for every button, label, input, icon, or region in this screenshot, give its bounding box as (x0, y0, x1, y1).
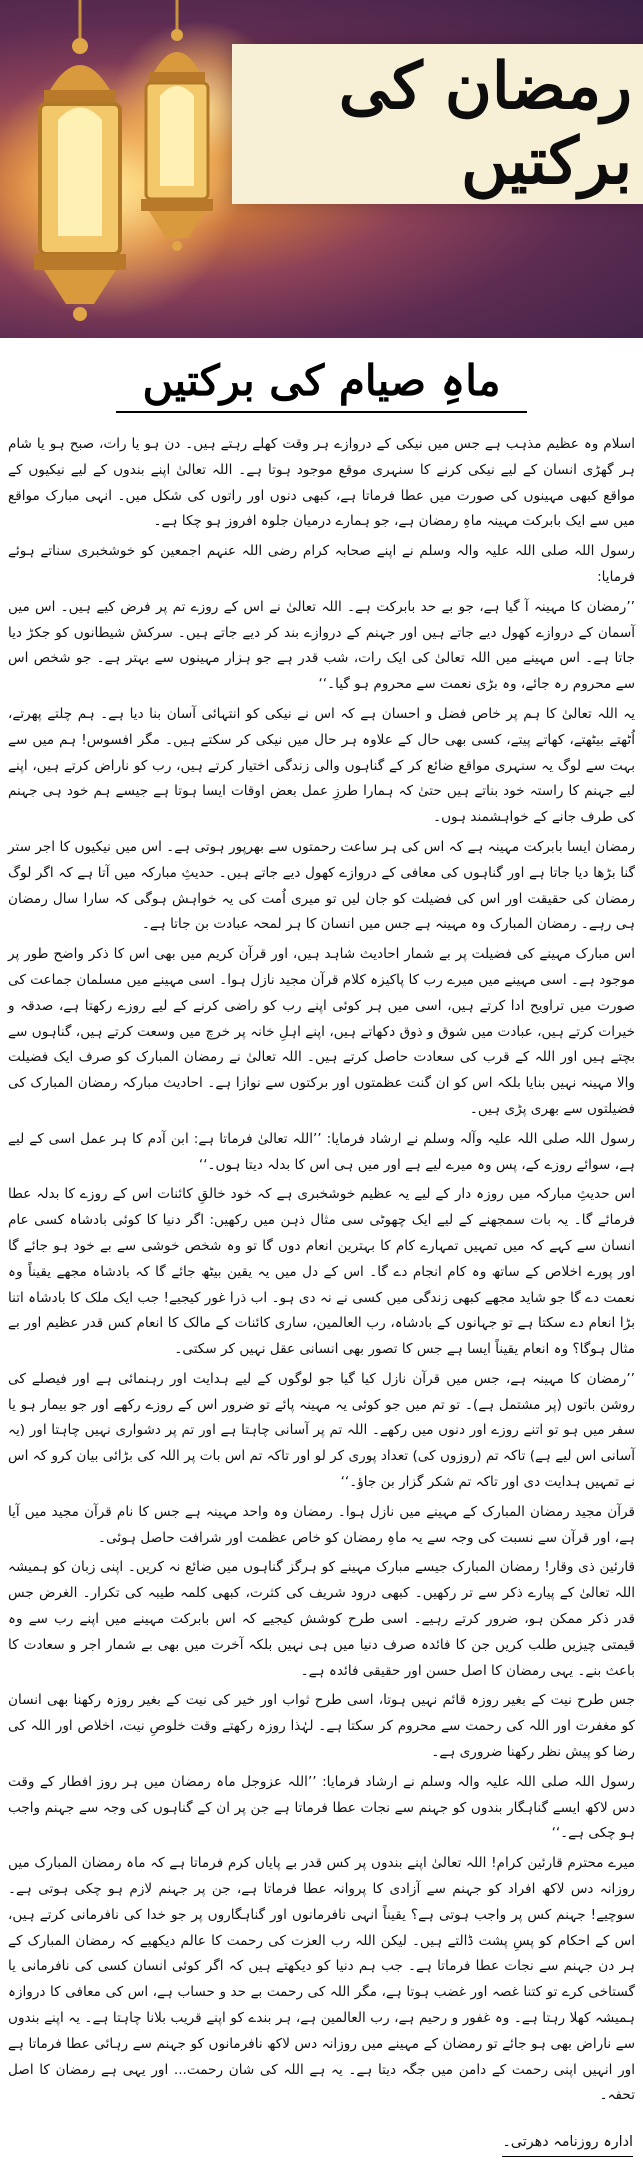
banner-title: رمضان کی برکتیں (338, 49, 632, 199)
paragraph: قارئین ذی وقار! رمضان المبارک جیسے مبارک مہینے کو ہرگز گناہوں میں ضائع نہ کریں۔ اپنی زبان کو ہمیشہ اللہ تعالیٰ کے پیارے ذکر سے تر رکھیں۔ کبھی درود شریف کی کثرت، کبھی کلمہ طیبہ کی تکرار۔ الغرض جس قدر ذکر ممکن ہو، ضرور کرتے رہیے۔ اسی طرح کوشش کیجیے کہ اس بابرکت مہینے میں اپنے رب سے وہ قیمتی چیزیں طلب کریں جن کا فائدہ صرف دنیا میں ہی نہیں بلکہ آخرت میں بھی بے شمار اجر و سعادت کا باعث بنے۔ یہی رمضان کا اصل حسن اور حقیقی فائدہ ہے۔ (8, 1559, 635, 1679)
paragraph: یہ اللہ تعالیٰ کا ہم پر خاص فضل و احسان ہے کہ اس نے نیکی کو انتہائی آسان بنا دیا ہے۔ ہم چلتے پھرتے، اُٹھتے بیٹھتے، کھاتے پیتے، کسی بھی حال کے علاوہ ہر حال میں نیکی کر سکتے ہیں۔ مگر افسوس! ہم میں سے بہت سے لوگ یہ سنہری مواقع ضائع کر کے گناہوں والی زندگی اختیار کرتے ہیں، رب کو ناراض کرتے ہیں، اپنے لیے جہنم کا راستہ خود بناتے ہیں حتیٰ کہ ہمارا طرزِ عمل بعض اوقات ایسا ہوتا ہے جیسے ہم خود ہی جہنم کی طرف جانے کے خواہشمند ہوں۔ (8, 705, 635, 826)
article-heading (0, 356, 643, 413)
paragraph: رسول اللہ صلی اللہ علیہ وآلہ وسلم نے ارشاد فرمایا: ’’اللہ تعالیٰ فرماتا ہے: ابن آدم کا ہر عمل اسی کے لیے ہے، سوائے روزے کے، پس وہ میرے لیے ہے اور میں ہی اس کا بدلہ دیتا ہوں۔‘‘ (8, 1130, 635, 1173)
paragraph: میرے محترم قارئین کرام! اللہ تعالیٰ اپنے بندوں پر کس قدر بے پایاں کرم فرماتا ہے کہ ماہ رمضان المبارک میں روزانہ دس لاکھ افراد کو جہنم سے آزادی کا پروانہ عطا فرماتا ہے، جن پر جہنم لازم ہو چکی ہوتی ہے۔ سوچیے! جہنم کس پر واجب ہوتی ہے؟ یقیناً انہی نافرمانوں اور گناہگاروں پر جو خدا کی نافرمانی کرتے ہیں، اس کے احکام کو پسِ پشت ڈالتے ہیں۔ لیکن اللہ رب العزت کی رحمت کا عالم دیکھیے کہ رمضان المبارک کے ہر دن جہنم سے نجات عطا فرماتا ہے۔ جب ہم دنیا کو دیکھتے ہیں کہ اگر کوئی انسان کسی کی نافرمانی یا گستاخی کرے تو کتنا غصہ اور غضب ہوتا ہے، مگر اللہ کی رحمت بے حد و حساب ہے، اس کی معافی کا دروازہ ہمیشہ کھلا رہتا ہے۔ وہ غفور و رحیم ہے، رب العالمین ہے، ہر بندے کو اپنے قریب بلانا چاہتا ہے۔ یہ اپنے بندوں سے ناراض بھی ہو جائے تو رمضان کے مہینے میں روزانہ دس لاکھ نافرمانوں کو جہنم سے رہائی عطا فرماتا ہے اور انہیں اپنی رحمت کے دامن میں جگہ دیتا ہے۔ یہ ہے اللہ کی شان رحمت... اور یہی ہے رمضان کا اصل تحفہ۔ (8, 1855, 635, 2104)
title-banner (232, 44, 643, 204)
paragraph: قرآن مجید رمضان المبارک کے مہینے میں نازل ہوا۔ رمضان وہ واحد مہینہ ہے جس کا نام قرآن مجید میں آیا ہے، اور قرآن سے نسبت کی وجہ سے یہ ماہِ رمضان کو خاص عظمت اور شرافت حاصل ہوئی۔ (8, 1503, 635, 1546)
header-image (0, 0, 643, 338)
paragraph: اس مبارک مہینے کی فضیلت پر بے شمار احادیث شاہد ہیں، اور قرآن کریم میں بھی اس کا ذکر واضح طور پر موجود ہے۔ اسی مہینے میں میرے رب کا پاکیزہ کلام قرآن مجید نازل ہوا۔ اسی مہینے میں مسلمان جماعت کی صورت میں تراویح ادا کرتے ہیں، اسی میں ہر کوئی اپنے رب کو راضی کرنے کے لیے روزے رکھتا ہے، صدقہ و خیرات کرتے ہیں، عبادت میں شوق و ذوق دکھاتے ہیں، اپنے اہلِ خانہ پر خرچ میں وسعت کرتے ہیں، گناہوں سے بچتے ہیں اور اللہ کے قرب کی سعادت حاصل کرتے ہیں۔ اللہ تعالیٰ نے رمضان المبارک کو صرف ایک فضیلت والا مہینہ نہیں بنایا بلکہ اس کو ان گنت عظمتوں اور برکتوں سے نوازا ہے۔ احادیث مبارکہ رمضان المبارک کی فضیلتوں سے بھری پڑی ہیں۔ (8, 946, 635, 1117)
article-body (8, 432, 635, 2113)
paragraph: رسول اللہ صلی اللہ علیہ والہ وسلم نے ارشاد فرمایا: ’’اللہ عزوجل ماہ رمضان میں ہر روز افطار کے وقت دس لاکھ ایسے گناہگار بندوں کو جہنم سے نجات عطا فرماتا ہے جن پر ان کے گناہوں کی وجہ سے جہنم واجب ہو چکی ہے۔‘‘ (8, 1773, 635, 1842)
paragraph: اس حدیثِ مبارکہ میں روزہ دار کے لیے یہ عظیم خوشخبری ہے کہ خود خالقِ کائنات اس کے روزے کا بدلہ عطا فرمائے گا۔ یہ بات سمجھنے کے لیے ایک چھوٹی سی مثال ذہن میں رکھیں: اگر دنیا کا کوئی بادشاہ کسی عام انسان سے کہے کہ میں تمہیں تمہارے کام کا بہترین انعام دوں گا تو وہ شخص خوشی سے بے خود ہو جائے گا اور پورے اخلاص کے ساتھ وہ کام انجام دے گا۔ اس کے دل میں یہ یقین بیٹھ جائے گا کہ بادشاہ مجھے یقیناً وہ نعمت دے گا جو شاید مجھے کبھی زندگی میں کسی نے نہ دی ہو۔ اب ذرا غور کیجیے! جب ایک ملک کا بادشاہ اتنا بڑا انعام دے سکتا ہے تو جہانوں کے بادشاہ، رب العالمین، ساری کائنات کے مالک کا انعام کس قدر عظیم اور بے مثال ہوگا؟ وہ انعام یقیناً ایسا ہے جس کا تصور بھی انسانی عقل نہیں کر سکتی۔ (8, 1186, 635, 1358)
quote-paragraph: ’’رمضان کا مہینہ ہے، جس میں قرآن نازل کیا گیا جو لوگوں کے لیے ہدایت اور رہنمائی ہے اور فیصلے کی روشن باتوں (پر مشتمل ہے)۔ تو تم میں جو کوئی یہ مہینہ پائے تو ضرور اس کے روزے رکھے اور جو بیمار ہو یا سفر میں ہو تو اتنے روزے اور دنوں میں رکھے۔ اللہ تم پر آسانی چاہتا ہے اور تم پر دشواری نہیں چاہتا اور (یہ آسانی اس لیے ہے) تاکہ تم (روزوں کی) تعداد پوری کر لو اور تاکہ تم اس بات پر اللہ کی بڑائی بیان کرو کہ اس نے تمہیں ہدایت دی اور تاکہ تم شکر گزار بن جاؤ۔‘‘ (8, 1370, 635, 1491)
lantern-icon (122, 0, 232, 260)
paragraph: اسلام وہ عظیم مذہب ہے جس میں نیکی کے دروازے ہر وقت کھلے رہتے ہیں۔ دن ہو یا رات، صبح ہو یا شام ہر گھڑی انسان کے لیے نیکی کرنے کا سنہری موقع موجود ہوتا ہے۔ اللہ تعالیٰ اپنے بندوں کے لیے نیکیوں کے مواقع کبھی مہینوں کی صورت میں عطا فرماتا ہے، کبھی دنوں اور راتوں کی شکل میں۔ انہی مبارک مواقع میں سے ایک بابرکت مہینہ ماہِ رمضان ہے، جو ہمارے درمیان جلوہ افروز ہو چکا ہے۔ (8, 436, 635, 530)
paragraph: جس طرح نیت کے بغیر روزہ قائم نہیں ہوتا، اسی طرح ثواب اور خیر کی نیت کے بغیر روزہ رکھنا بھی انسان کو مغفرت اور اللہ کی رحمت سے محروم کر سکتا ہے۔ لہٰذا روزہ رکھتے وقت خلوصِ نیت، اخلاص اور اللہ کی رضا کو پیش نظر رکھنا ضروری ہے۔ (8, 1692, 635, 1761)
paragraph: رمضان ایسا بابرکت مہینہ ہے کہ اس کی ہر ساعت رحمتوں سے بھرپور ہوتی ہے۔ اس میں نیکیوں کا اجر ستر گنا بڑھا دیا جاتا ہے اور گناہوں کی معافی کے دروازے کھول دیے جاتے ہیں۔ حدیثِ مبارکہ میں آتا ہے کہ اگر لوگ رمضان کی حقیقت اور اس کی فضیلت کو جان لیں تو میری اُمت کی یہ خواہش ہوگی کہ سارا سال رمضان ہی رہے۔ رمضان المبارک وہ مہینہ ہے جس میں انسان کا ہر لمحہ عبادت بن جاتا ہے۔ (8, 838, 635, 933)
byline: ادارہ روزنامہ دھرتی۔ (502, 2130, 633, 2157)
quote-paragraph: ’’رمضان کا مہینہ آ گیا ہے، جو بے حد بابرکت ہے۔ اللہ تعالیٰ نے اس کے روزے تم پر فرض کیے ہیں۔ اس میں آسمان کے دروازے کھول دیے جاتے ہیں اور جہنم کے دروازے بند کر دیے جاتے ہیں۔ سرکش شیطانوں کو جکڑ دیا جاتا ہے۔ اس مہینے میں اللہ تعالیٰ کی ایک رات، شب قدر ہے جو ہزار مہینوں سے بہتر ہے۔ جو شخص اس سے محروم رہ جائے، وہ بڑی نعمت سے محروم ہو گیا۔‘‘ (8, 598, 635, 693)
article-subtitle: ماہِ صیام کی برکتیں (116, 356, 526, 413)
paragraph: رسول اللہ صلی اللہ علیہ والہ وسلم نے اپنے صحابہ کرام رضی اللہ عنہم اجمعین کو خوشخبری سناتے ہوئے فرمایا: (8, 543, 635, 585)
